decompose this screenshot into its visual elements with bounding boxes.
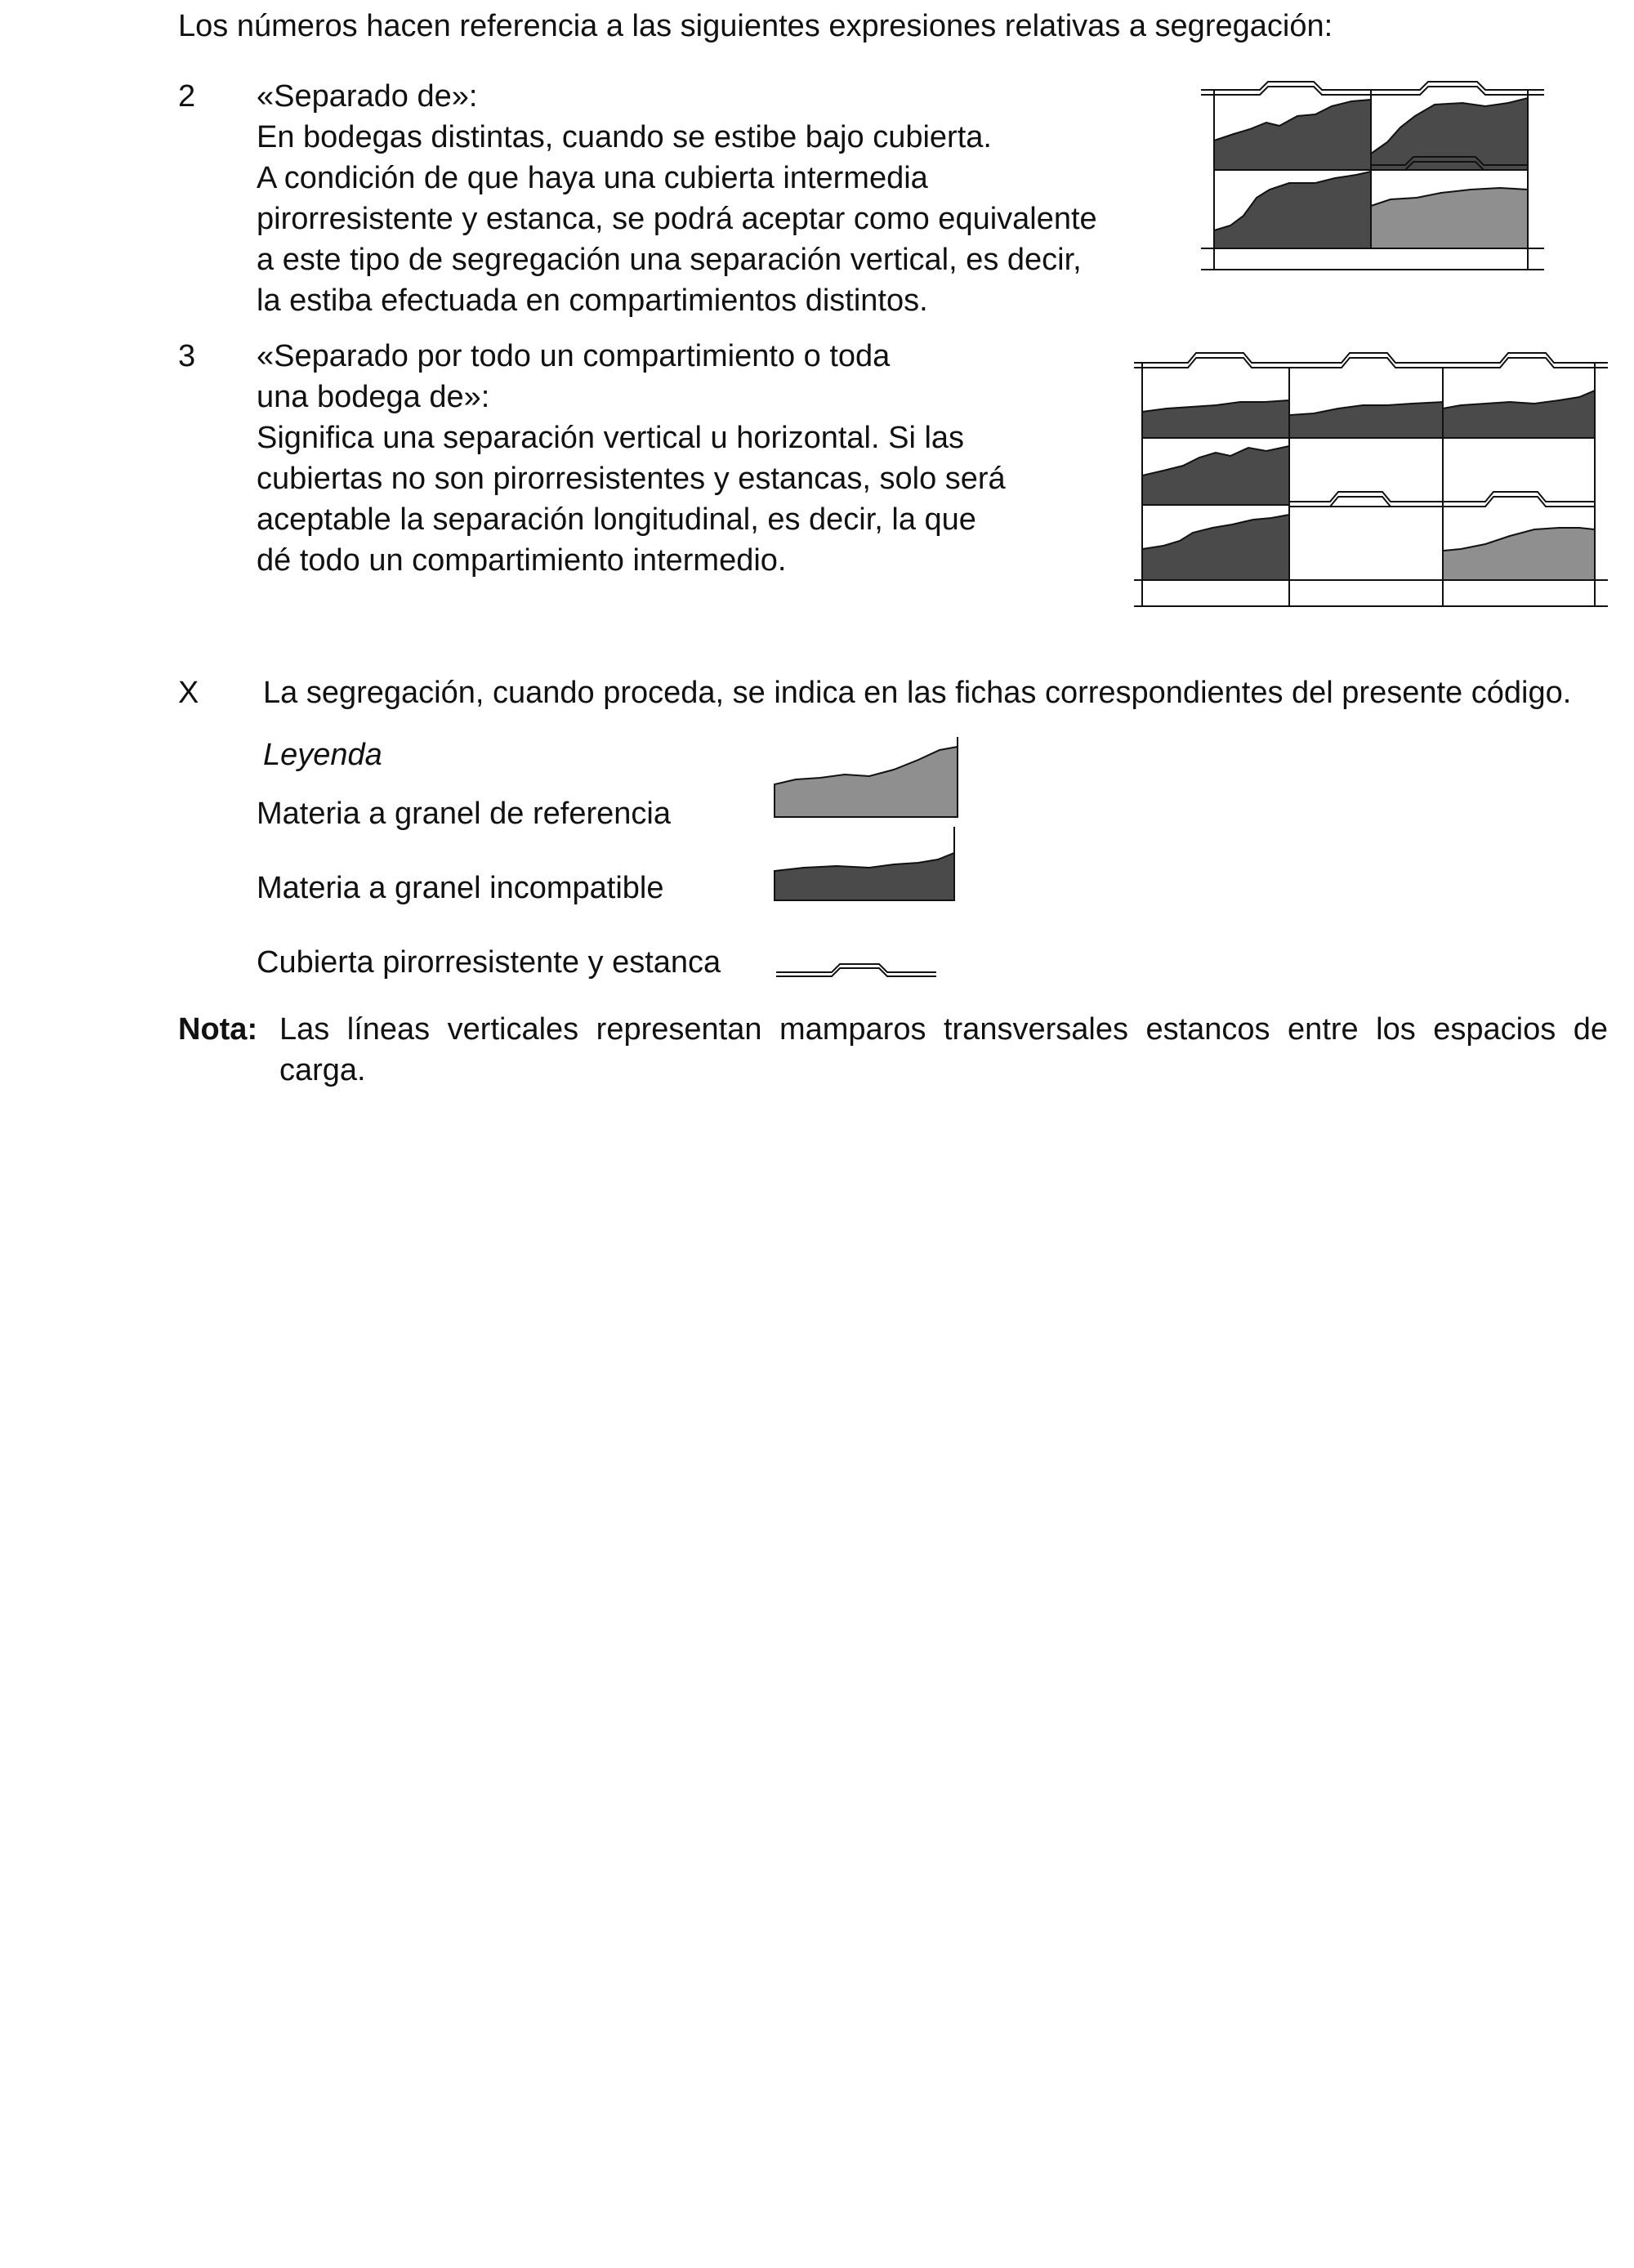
nota-line-2: carga. xyxy=(279,1053,366,1087)
item-2-line-4: pirorresistente y estanca, se podrá aceptar como equivalente xyxy=(257,202,1097,236)
x-item-text: La segregación, cuando proceda, se indica en las fichas correspondientes del presente código. xyxy=(263,676,1572,710)
item-3-line-3: Significa una separación vertical u horizontal. Si las xyxy=(257,421,965,455)
item-2-line-6: la estiba efectuada en compartimientos distintos. xyxy=(257,284,928,318)
item-3-segregation-diagram xyxy=(1134,343,1608,613)
nota-line-1: Las líneas verticales representan mamparos transversales estancos entre los espacios de xyxy=(279,1012,1608,1047)
legend-incompatible-label: Materia a granel incompatible xyxy=(257,871,664,905)
item-3-number: 3 xyxy=(178,339,196,373)
incompatible-cargo-bottom-left xyxy=(1142,515,1289,580)
legend-reference-label: Materia a granel de referencia xyxy=(257,797,671,831)
item-2-segregation-diagram xyxy=(1201,75,1544,279)
incompatible-cargo-mid-left xyxy=(1142,446,1289,505)
item-3-line-4: cubiertas no son pirorresistentes y estancas, solo será xyxy=(257,462,1006,496)
item-3-line-5: aceptable la separación longitudinal, es decir, la que xyxy=(257,502,976,537)
item-3-line-2: una bodega de»: xyxy=(257,380,490,414)
legend-reference-swatch xyxy=(771,735,967,820)
reference-cargo-bottom-right xyxy=(1443,528,1595,580)
legend-incompatible-swatch xyxy=(771,825,967,904)
item-3-line-6: dé todo un compartimiento intermedio. xyxy=(257,543,787,578)
intro-text: Los números hacen referencia a las siguientes expresiones relativas a segregación: xyxy=(178,9,1333,43)
incompatible-cargo-top-right xyxy=(1443,391,1595,438)
x-item-mark: X xyxy=(178,676,199,710)
item-2-line-3: A condición de que haya una cubierta intermedia xyxy=(257,161,928,195)
item-2-number: 2 xyxy=(178,79,196,114)
incompatible-cargo-top-right xyxy=(1371,98,1528,170)
item-2-line-2: En bodegas distintas, cuando se estibe bajo cubierta. xyxy=(257,120,992,154)
item-2-line-5: a este tipo de segregación una separación vertical, es decir, xyxy=(257,243,1082,277)
incompatible-cargo-top-left xyxy=(1214,100,1371,170)
incompatible-cargo-top-middle xyxy=(1289,402,1443,438)
legend-deck-label: Cubierta pirorresistente y estanca xyxy=(257,945,721,980)
incompatible-cargo-top-left xyxy=(1142,400,1289,438)
incompatible-cargo-lower-left xyxy=(1214,172,1371,248)
item-3-line-1: «Separado por todo un compartimiento o toda xyxy=(257,339,891,373)
reference-cargo-lower-right xyxy=(1371,188,1528,248)
legend-title: Leyenda xyxy=(263,738,382,772)
legend-deck-symbol xyxy=(776,954,940,979)
nota-label: Nota: xyxy=(178,1012,258,1047)
item-2-line-1: «Separado de»: xyxy=(257,79,478,114)
